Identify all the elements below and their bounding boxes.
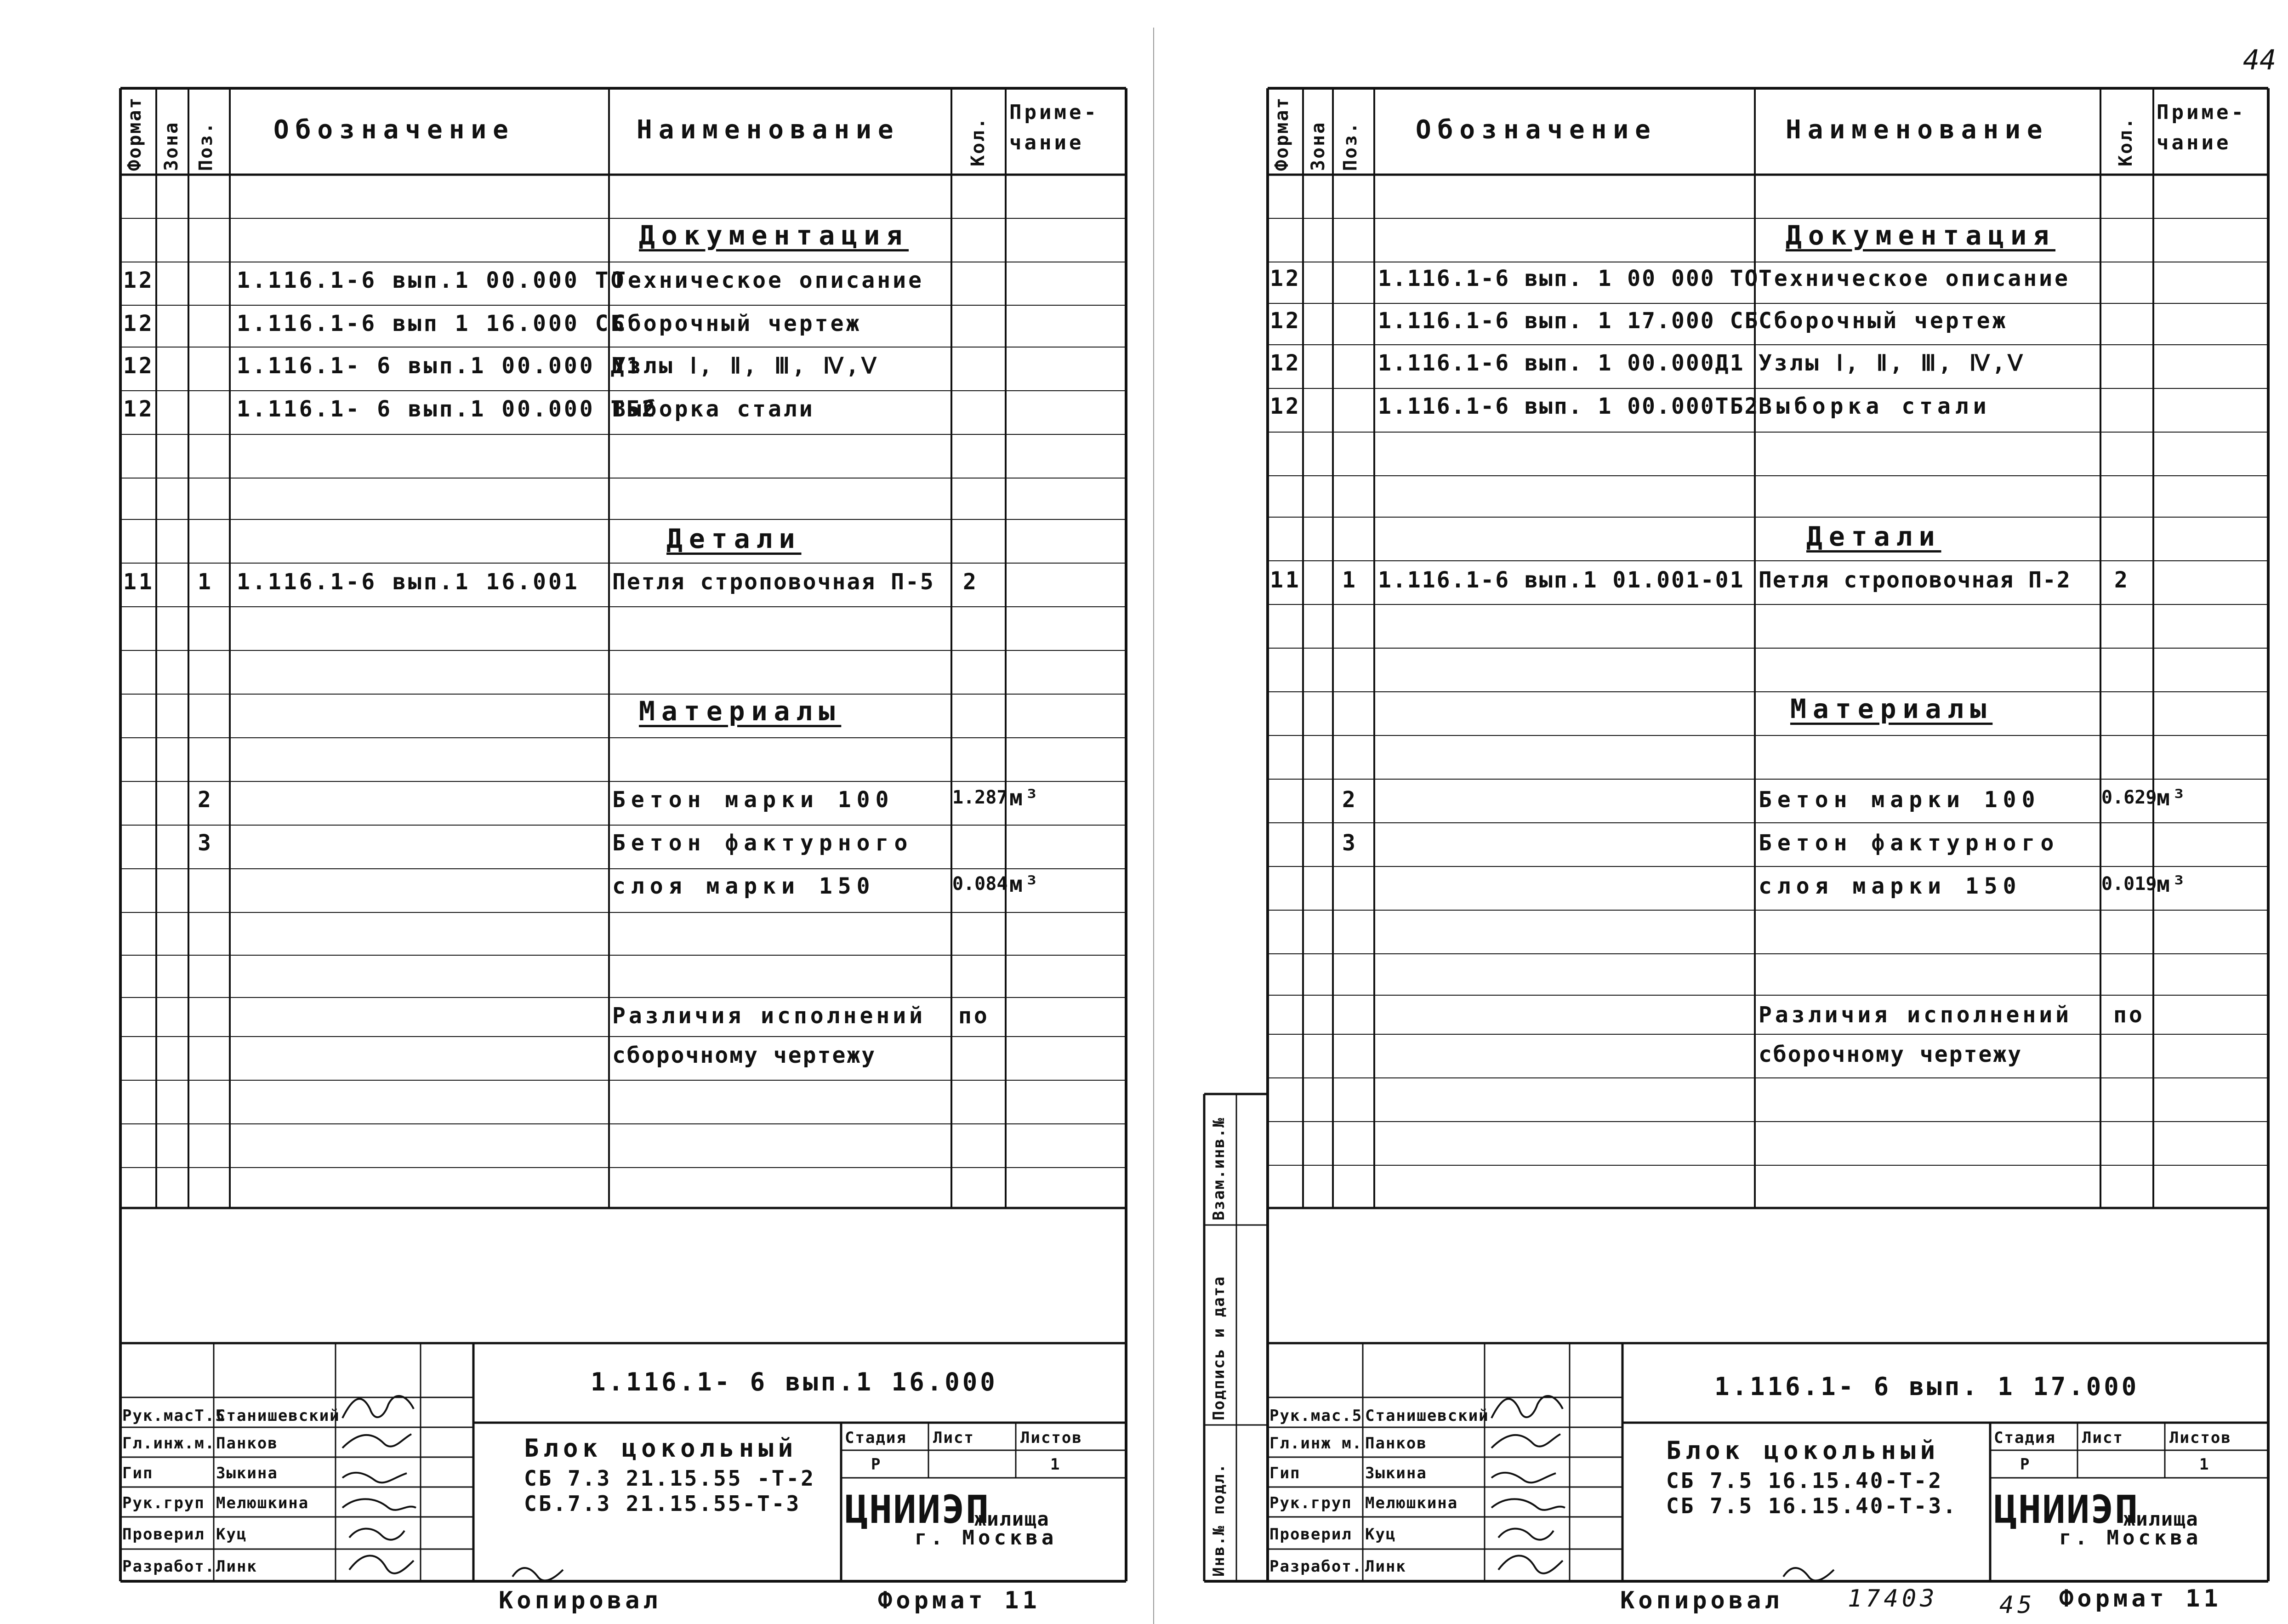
header-format: Формат	[1271, 96, 1292, 171]
tb-person: Мелюшкина	[1365, 1494, 1458, 1512]
org-suffix: жилища	[2123, 1508, 2199, 1530]
tb-person: Куц	[216, 1525, 247, 1544]
title-block-name-1: Блок цокольный	[1666, 1436, 1940, 1465]
variants-line-1: Различия исполнений	[1759, 1002, 2072, 1028]
page-number: 44	[2243, 44, 2277, 76]
material-pos: 2	[198, 787, 213, 813]
header-zone: Зона	[161, 121, 182, 171]
header-format: Формат	[124, 96, 145, 171]
doc-designation: 1.116.1- 6 вып.1 00.000 ТБ2	[237, 396, 658, 422]
variants-line-1: Различия исполнений	[612, 1003, 926, 1029]
doc-designation: 1.116.1-6 вып. 1 17.000 СБ	[1378, 308, 1759, 334]
tb-person: Куц	[1365, 1525, 1396, 1544]
detail-pos: 1	[198, 569, 213, 595]
section-documentation: Документация	[639, 220, 909, 251]
org-name: ЦНИИЭП	[1994, 1487, 2139, 1532]
tb-person: Зыкина	[1365, 1464, 1427, 1482]
section-details: Детали	[666, 523, 802, 554]
doc-designation: 1.116.1-6 вып. 1 00.000ТБ2	[1378, 393, 1759, 419]
title-block-code: 1.116.1- 6 вып. 1 17.000	[1714, 1372, 2140, 1401]
tb-person: Зыкина	[216, 1464, 278, 1482]
org-name: ЦНИИЭП	[845, 1487, 990, 1532]
doc-format: 12	[1270, 350, 1301, 376]
doc-name: Сборочный чертеж	[1759, 308, 2008, 334]
material-qty: 0.629	[2101, 787, 2157, 808]
stamp-podpis-data: Подпись и дата	[1210, 1276, 1228, 1420]
material-pos: 3	[1342, 830, 1358, 856]
sheet-label: Лист	[933, 1429, 974, 1447]
section-details: Детали	[1806, 521, 1941, 552]
tb-person: Станишевский	[1365, 1407, 1489, 1425]
material-unit: м³	[2157, 872, 2188, 897]
header-note-1: Приме-	[2157, 101, 2246, 124]
tb-role: Рук.груп	[122, 1494, 205, 1512]
header-zone: Зона	[1308, 121, 1329, 171]
header-name: Наименование	[1786, 115, 2049, 145]
doc-name: Техническое описание	[1759, 266, 2070, 291]
tb-role: Проверил	[122, 1525, 205, 1544]
doc-name: Узлы Ⅰ, Ⅱ, Ⅲ, Ⅳ,Ⅴ	[612, 353, 879, 379]
detail-name: Петля строповочная П-5	[612, 569, 935, 595]
header-designation: Обозначение	[273, 115, 515, 145]
detail-designation: 1.116.1-6 вып.1 16.001	[237, 569, 580, 595]
tb-person: Панков	[1365, 1434, 1427, 1453]
section-materials: Материалы	[1790, 693, 1993, 724]
tb-role: Проверил	[1269, 1525, 1352, 1544]
header-qty: Кол.	[968, 116, 989, 166]
tb-role: Рук.мас.5	[1269, 1407, 1363, 1425]
material-unit: м³	[2157, 785, 2188, 811]
title-block-name-3: СБ 7.5 16.15.40-Т-3.	[1666, 1493, 1958, 1518]
sheets-label: Листов	[1020, 1429, 1082, 1447]
org-suffix: жилища	[974, 1508, 1050, 1530]
stage-value: Р	[871, 1455, 882, 1474]
title-block-code: 1.116.1- 6 вып.1 16.000	[591, 1368, 998, 1396]
doc-format: 12	[123, 396, 154, 422]
doc-format: 12	[1270, 393, 1301, 419]
detail-qty: 2	[963, 569, 979, 595]
section-documentation: Документация	[1786, 220, 2056, 251]
tb-person: Станишевский	[216, 1407, 340, 1425]
material-pos: 2	[1342, 787, 1358, 813]
footer-format: Формат 11	[2059, 1585, 2222, 1613]
material-qty: 0.019	[2101, 873, 2157, 895]
sheet-label: Лист	[2082, 1429, 2123, 1447]
stage-label: Стадия	[1994, 1429, 2056, 1447]
title-block-name-2: СБ 7.5 16.15.40-Т-2	[1666, 1468, 1943, 1493]
header-qty: Кол.	[2115, 116, 2136, 166]
doc-designation: 1.116.1-6 вып.1 00.000 ТО	[237, 268, 626, 293]
sheets-label: Листов	[2169, 1429, 2231, 1447]
doc-format: 12	[1270, 266, 1301, 291]
tb-role: Гип	[1269, 1464, 1301, 1482]
tb-role: Разработ.	[1269, 1557, 1363, 1576]
material-name: Бетон марки 100	[612, 787, 894, 813]
doc-designation: 1.116.1-6 вып. 1 00 000 ТО	[1378, 266, 1759, 291]
tb-person: Мелюшкина	[216, 1494, 309, 1512]
material-unit: м³	[1009, 785, 1041, 811]
section-materials: Материалы	[639, 695, 842, 727]
variants-line-2: сборочному чертежу	[612, 1043, 876, 1068]
stamp-inv-podl: Инв.№ подл.	[1210, 1463, 1228, 1577]
detail-format: 11	[1270, 567, 1301, 593]
detail-pos: 1	[1342, 567, 1358, 593]
doc-designation: 1.116.1-6 вып. 1 00.000Д1	[1378, 350, 1745, 376]
footer-copied: Копировал	[499, 1587, 661, 1614]
tb-role: Разработ.	[122, 1557, 216, 1576]
header-note-2: чание	[1009, 131, 1084, 154]
header-name: Наименование	[637, 115, 900, 145]
footer-code: 17403	[1848, 1585, 1938, 1613]
doc-format: 12	[1270, 308, 1301, 334]
detail-name: Петля строповочная П-2	[1759, 567, 2071, 593]
material-pos: 3	[198, 830, 213, 856]
footer-format: Формат 11	[878, 1587, 1041, 1614]
sheets-count: 1	[1050, 1455, 1061, 1474]
material-name: Бетон фактурного	[612, 830, 913, 856]
doc-name: Выборка стали	[1759, 393, 1991, 419]
variants-qty: по	[958, 1003, 990, 1029]
doc-format: 12	[123, 311, 154, 336]
doc-designation: 1.116.1-6 вып 1 16.000 СБ	[237, 311, 626, 336]
doc-name: Узлы Ⅰ, Ⅱ, Ⅲ, Ⅳ,Ⅴ	[1759, 350, 2025, 376]
footer-copied: Копировал	[1620, 1587, 1783, 1614]
material-unit: м³	[1009, 872, 1041, 897]
variants-line-2: сборочному чертежу	[1759, 1042, 2023, 1067]
variants-qty: по	[2113, 1002, 2145, 1028]
header-note-2: чание	[2157, 131, 2231, 154]
doc-name: Сборочный чертеж	[612, 311, 862, 336]
tb-person: Панков	[216, 1434, 278, 1453]
tb-role: Рук.груп	[1269, 1494, 1352, 1512]
material-qty: 0.084	[952, 873, 1008, 895]
footer-page: 45	[1999, 1591, 2036, 1619]
doc-name: Техническое описание	[612, 268, 924, 293]
material-qty: 1.287	[952, 787, 1008, 808]
detail-format: 11	[123, 569, 154, 595]
detail-qty: 2	[2114, 567, 2130, 593]
stage-label: Стадия	[845, 1429, 907, 1447]
title-block-name-1: Блок цокольный	[524, 1434, 798, 1463]
title-block-name-3: СБ.7.3 21.15.55-Т-3	[524, 1491, 801, 1516]
header-pos: Поз.	[195, 121, 216, 171]
doc-format: 12	[123, 268, 154, 293]
org-city: г. Москва	[915, 1526, 1058, 1550]
tb-person: Линк	[216, 1557, 257, 1576]
material-name: слоя марки 150	[1759, 873, 2022, 899]
tb-person: Линк	[1365, 1557, 1406, 1576]
doc-designation: 1.116.1- 6 вып.1 00.000 Д1	[237, 353, 642, 379]
header-designation: Обозначение	[1416, 115, 1657, 145]
material-name: Бетон марки 100	[1759, 787, 2041, 813]
stamp-vzam-inv: Взам.инв.№	[1210, 1117, 1228, 1220]
material-name: Бетон фактурного	[1759, 830, 2060, 856]
detail-designation: 1.116.1-6 вып.1 01.001-01	[1378, 567, 1745, 593]
sheets-count: 1	[2199, 1455, 2210, 1474]
material-name: слоя марки 150	[612, 873, 876, 899]
org-city: г. Москва	[2059, 1526, 2202, 1550]
tb-role: Гип	[122, 1464, 154, 1482]
tb-role: Рук.масТ.5	[122, 1407, 226, 1425]
title-block-name-2: СБ 7.3 21.15.55 -Т-2	[524, 1466, 815, 1491]
tb-role: Гл.инж м.	[1269, 1434, 1363, 1453]
header-note-1: Приме-	[1009, 101, 1099, 124]
header-pos: Поз.	[1340, 121, 1361, 171]
tb-role: Гл.инж.м.	[122, 1434, 216, 1453]
stage-value: Р	[2020, 1455, 2031, 1474]
doc-name: Выборка стали	[612, 396, 815, 422]
doc-format: 12	[123, 353, 154, 379]
